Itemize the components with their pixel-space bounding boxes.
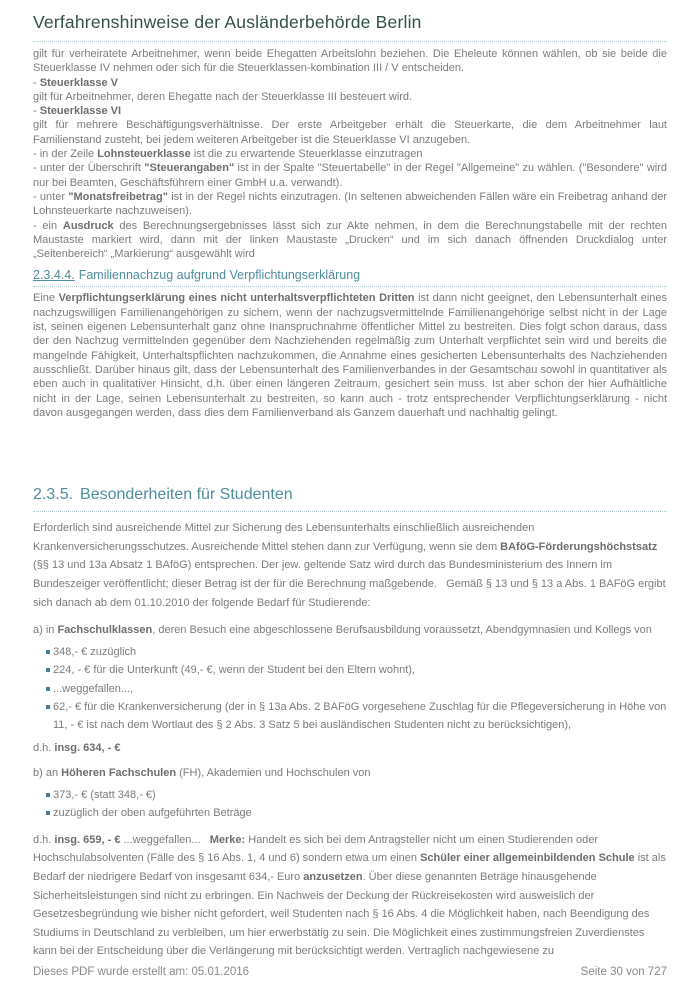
footer-page-number: Seite 30 von 727 xyxy=(580,966,667,978)
list-item xyxy=(46,786,667,804)
footer-created-date: Dieses PDF wurde erstellt am: 05.01.2016 xyxy=(33,966,250,978)
list-item xyxy=(46,698,667,735)
case-a-sum: d.h. insg. 634, - € xyxy=(33,741,121,754)
section-heading-text: Besonderheiten für Studenten xyxy=(80,486,293,504)
list-item xyxy=(46,804,667,822)
list-item-text: 373,- € (statt 348,- €) xyxy=(53,788,156,801)
list-item xyxy=(46,680,667,698)
studenten-intro-paragraph: Erforderlich sind ausreichende Mittel zur Sicherung des Lebensunterhalts einschließlich ausreichenden Krankenversicherungsschutzes. Ausreichende Mittel stehen dann zur Verfügung, wenn sie dem BAföG-Förderungshöchstsatz (§§ 13 und 13a Absatz 1 BAföG) entsprechen. Der jew. geltende Satz wird durch das Bundesministerium des Innern im Bundeszeiger veröffentlicht; dieser Betrag ist der für die Berechnung maßgebende. Gemäß § 13 und § 13 a Abs. 1 BAFöG ergibt sich danach ab dem 01.10.2010 der folgende Bedarf für Studierende: xyxy=(33,522,666,609)
square-bullet-icon xyxy=(46,793,50,797)
section-studenten xyxy=(33,486,667,961)
case-b-intro: b) an Höheren Fachschulen (FH), Akademien und Hochschulen von xyxy=(33,767,371,780)
intro-paragraph: gilt für verheiratete Arbeitnehmer, wenn beide Ehegatten Arbeitslohn beziehen. Die Eheleute können wählen, ob sie beide die Steuerklasse IV nehmen oder sich für die Steuerklassen-kombination III / V entscheiden. - Steuerklasse V gilt für Arbeitnehmer, deren Ehegatte nach der Steuerklasse III besteuert wird. - Steuerklasse VI gilt für mehrere Beschäftigungsverhältnisse. Der erste Arbeitgeber erhält die Steuerkarte, die dem Arbeitnehmer laut Familienstand zusteht, bei jedem weiteren Arbeitgeber ist die Steuerklasse VI anzugeben. - in der Zeile Lohnsteuerklasse ist die zu erwartende Steuerklasse einzutragen - unter der Überschrift "Steuerangaben" ist in der Spalte "Steuertabelle" in der Regel "Allgemeine" zu wählen. ("Besondere" wird nur bei Beamten, Geschäftsführern einer GmbH u.a. verwandt). - unter "Monatsfreibetrag" ist in der Regel nichts einzutragen. (In seltenen abweichenden Fällen wäre ein Freibetrag anhand der Lohnsteuerkarte nachzuweisen). - ein Ausdruck des Berechnungsergebnisses lässt sich zur Akte nehmen, in dem die Berechnungstabelle mit der rechten Maustaste markiert wird, dann mit der linken Maustaste „Drucken“ und im sich danach öffnenden Druckdialog unter „Seitenbereich“ „Markierung“ ausgewählt wird xyxy=(33,48,667,261)
closing-paragraph: d.h. insg. 659, - € ...weggefallen... Merke: Handelt es sich bei dem Antragsteller nicht um einen Studierenden oder Hochschulabsolventen (Fälle des § 16 Abs. 1, 4 und 6) sondern etwa um einen Schüler einer allgemeinbildenden Schule ist als Bedarf der niedrigere Bedarf von insgesamt 634,- Euro anzusetzen. Über diese genannten Beträge hinausgehende Sicherheitsleistungen sind nicht zu erbringen. Ein Nachweis der Deckung der Rückreisekosten wird ausweislich der Gesetzesbegründung wie bisher nicht gefordert, weil Studenten nach § 16 Abs. 4 die Möglichkeit haben, nach Beendigung des Studiums in Deutschland zu verbleiben, um hier erwerbstätig zu sein. Die Möglichkeit eines zustimmungsfreien Zuverdienstes kann bei der Entscheidung über die Verlängerung mit berücksichtigt werden. Vertraglich nachgewiesene zu xyxy=(33,833,666,958)
familiennachzug-paragraph: Eine Verpflichtungserklärung eines nicht unterhaltsverpflichteten Dritten ist dann nicht geeignet, den Lebensunterhalt eines nachzugswilligen Familienangehörigen zu sichern, wenn der nachzugsvermittelnde Familienangehörige selbst nicht in der Lage ist, seinen eigenen Lebensunterhalt ganz ohne Inanspruchnahme öffentlicher Mittel zu bestreiten. Dies folgt schon daraus, dass der den Nachzug vermittelnden gegenüber dem Nachziehenden regelmäßig zum Unterhalt verpflichtet sein wird und bereits die mangelnde Fähigkeit, Unterhaltspflichten nachzukommen, die Annahme eines gesicherten Lebensunterhalts des Nachziehenden ausschließt. Darüber hinaus gilt, dass der Lebensunterhalt des Familienverbandes in der Gesamtschau sowohl in quantitativer als eben auch in qualitativer Hinsicht, d.h. über einen längeren Zeitraum, gesichert sein muss. Ist aber schon der hier Aufhältliche nicht in der Lage, seinen Lebensunterhalt zu bestreiten, so kann auch - trotz entsprechender Verpflichtungserklärung - nicht davon ausgegangen werden, dass dies dem Familienverband als Ganzem dauerhaft und nachhaltig gelingt. xyxy=(33,292,667,419)
case-a-intro: a) in Fachschulklassen, deren Besuch eine abgeschlossene Berufsausbildung voraussetzt, Abendgymnasien und Kollegs von xyxy=(33,624,652,637)
square-bullet-icon xyxy=(46,811,50,815)
square-bullet-icon xyxy=(46,687,50,691)
list-item-text: 224, - € für die Unterkunft (49,- €, wenn der Student bei den Eltern wohnt), xyxy=(53,664,415,677)
square-bullet-icon xyxy=(46,650,50,654)
section-heading-text: Familiennachzug aufgrund Verpflichtungserklärung xyxy=(78,268,361,283)
case-a-bullet-list xyxy=(46,643,667,735)
section-number-link[interactable]: 2.3.4.4. xyxy=(33,268,75,283)
list-item-text: 62,- € für die Krankenversicherung (der in § 13a Abs. 2 BAFöG vorgesehene Zuschlag für die Pflegeversicherung in Höhe von 11, - € ist nach dem Wortlaut des § 2 Abs. 3 Satz 5 bei ausländischen Studenten nicht zu berücksichtigen), xyxy=(53,700,667,732)
section-number: 2.3.5. xyxy=(33,486,74,504)
page-title: Verfahrenshinweise der Ausländerbehörde Berlin xyxy=(33,12,667,42)
list-item-text: 348,- € zuzüglich xyxy=(53,645,137,658)
list-item-text: zuzüglich der oben aufgeführten Beträge xyxy=(53,807,252,820)
square-bullet-icon xyxy=(46,705,50,709)
section-heading-familiennachzug xyxy=(33,268,667,287)
case-b-bullet-list xyxy=(46,786,667,823)
list-item xyxy=(46,643,667,661)
page-footer xyxy=(33,966,667,978)
section-heading-studenten xyxy=(33,486,667,512)
list-item-text: ...weggefallen..., xyxy=(53,682,134,695)
list-item xyxy=(46,661,667,679)
square-bullet-icon xyxy=(46,668,50,672)
